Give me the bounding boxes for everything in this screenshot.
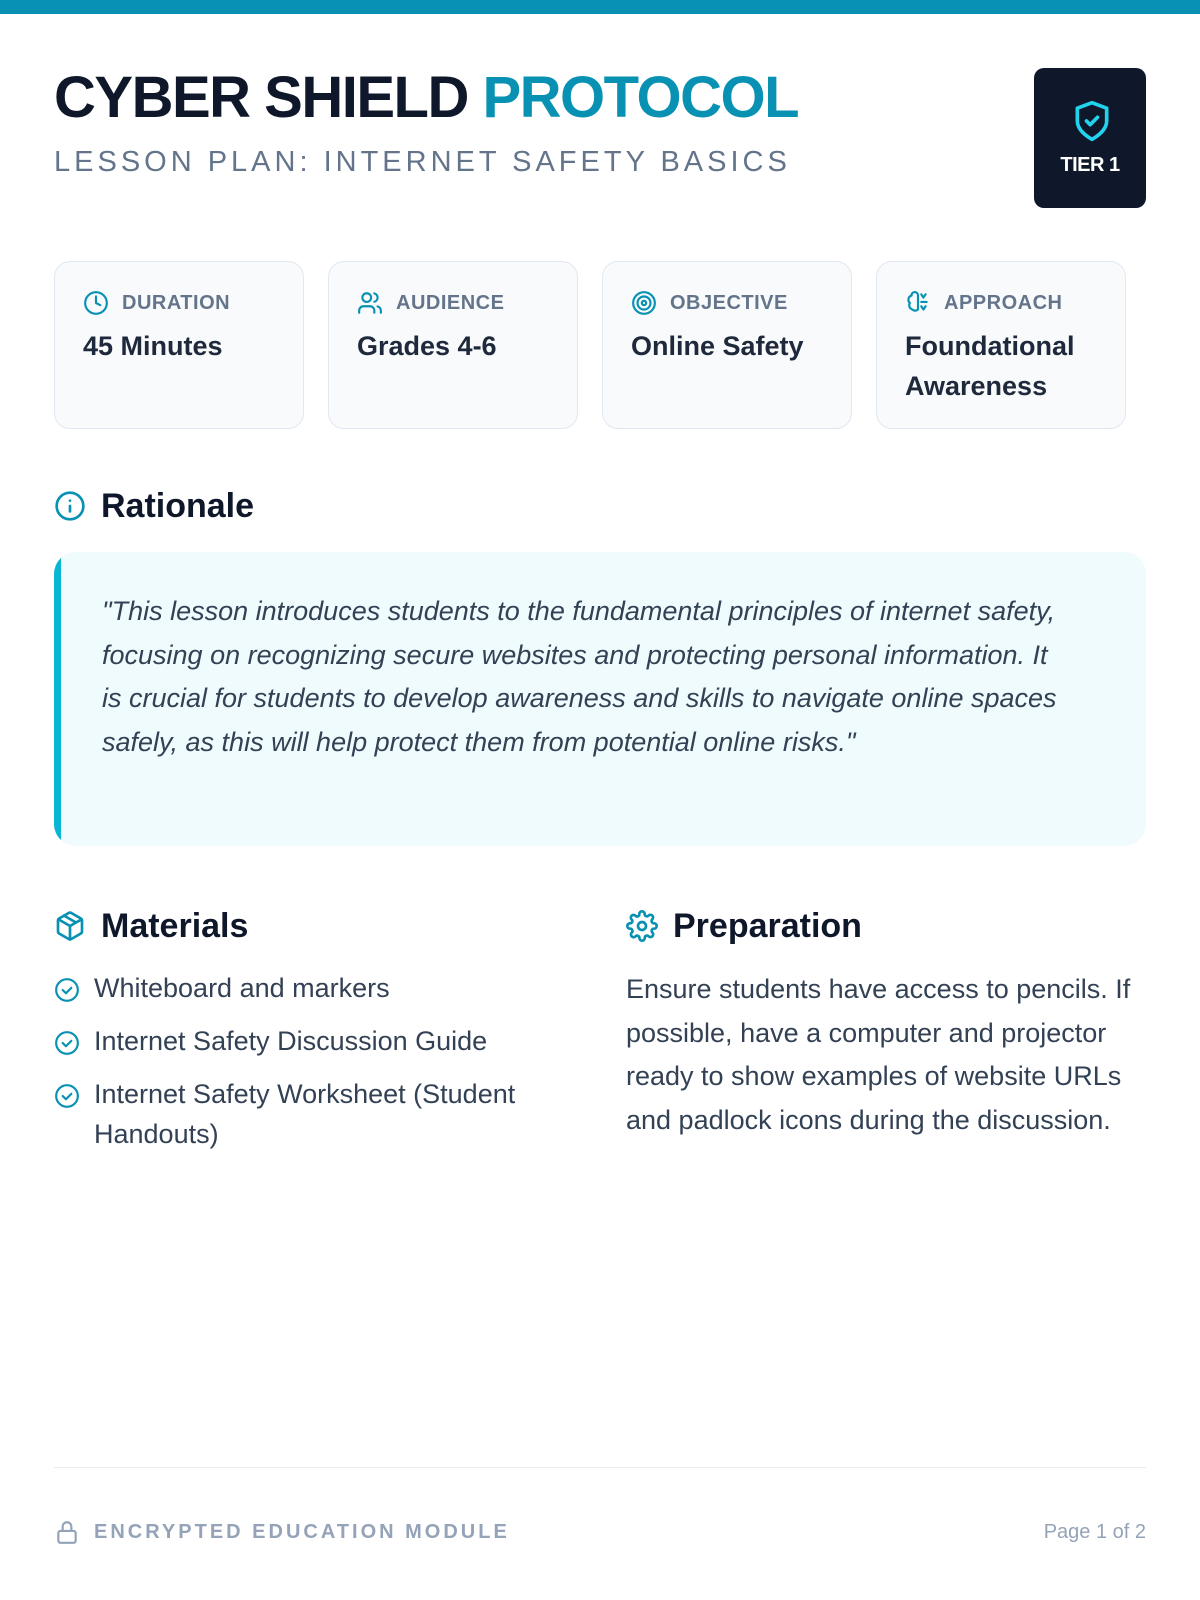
card-label: OBJECTIVE (670, 292, 788, 314)
users-icon (357, 290, 383, 316)
check-circle-icon (54, 1030, 80, 1056)
lesson-plan-page (54, 0, 1146, 1600)
card-value: Online Safety (631, 331, 804, 361)
info-cards (54, 261, 1146, 431)
card-value: Grades 4-6 (357, 331, 497, 361)
list-item (54, 1021, 574, 1061)
section-title: Preparation (673, 907, 862, 945)
footer-module-label: ENCRYPTED EDUCATION MODULE (94, 1521, 510, 1543)
shield-check-icon (1070, 96, 1114, 146)
rationale-quote-box (54, 552, 1146, 846)
card-value: 45 Minutes (83, 331, 223, 361)
lock-icon (54, 1518, 80, 1546)
section-title: Materials (101, 907, 249, 945)
info-icon (54, 490, 86, 522)
section-title: Rationale (101, 487, 255, 525)
tier-label: TIER 1 (1060, 154, 1120, 176)
card-value: Foundational Awareness (905, 331, 1075, 401)
page-number: Page 1 of 2 (1043, 1521, 1146, 1543)
materials-list (54, 968, 574, 1167)
card-label: DURATION (122, 292, 231, 314)
list-item (54, 968, 574, 1008)
footer-divider (54, 1467, 1146, 1468)
card-duration (54, 261, 304, 429)
card-objective (602, 261, 852, 429)
rationale-text: "This lesson introduces students to the fundamental principles of internet safety, focusing on recognizing secure websites and protecting personal information. It is crucial for students to develop awareness and skills to navigate online spaces safely, as this will help protect them from potential online risks." (102, 596, 1057, 757)
check-circle-icon (54, 1083, 80, 1109)
material-label: Internet Safety Discussion Guide (94, 1026, 488, 1056)
package-icon (54, 910, 86, 942)
preparation-text: Ensure students have access to pencils. If possible, have a computer and projector ready to show examples of website URLs and padlock icons during the discussion. (626, 974, 1131, 1135)
card-label: APPROACH (944, 292, 1063, 314)
page-subtitle: LESSON PLAN: INTERNET SAFETY BASICS (54, 146, 791, 178)
title-part-1: CYBER SHIELD (54, 65, 468, 130)
material-label: Internet Safety Worksheet (Student Handouts) (94, 1079, 516, 1149)
clock-icon (83, 290, 109, 316)
check-circle-icon (54, 977, 80, 1003)
material-label: Whiteboard and markers (94, 973, 390, 1003)
gear-icon (626, 910, 658, 942)
target-icon (631, 290, 657, 316)
card-label: AUDIENCE (396, 292, 505, 314)
tier-badge (1034, 68, 1146, 208)
quote-accent-bar (54, 552, 61, 846)
list-item (54, 1074, 574, 1154)
card-audience (328, 261, 578, 429)
title-part-2: PROTOCOL (482, 65, 799, 130)
card-approach (876, 261, 1126, 429)
page-title (54, 62, 798, 134)
brain-icon (905, 290, 931, 316)
